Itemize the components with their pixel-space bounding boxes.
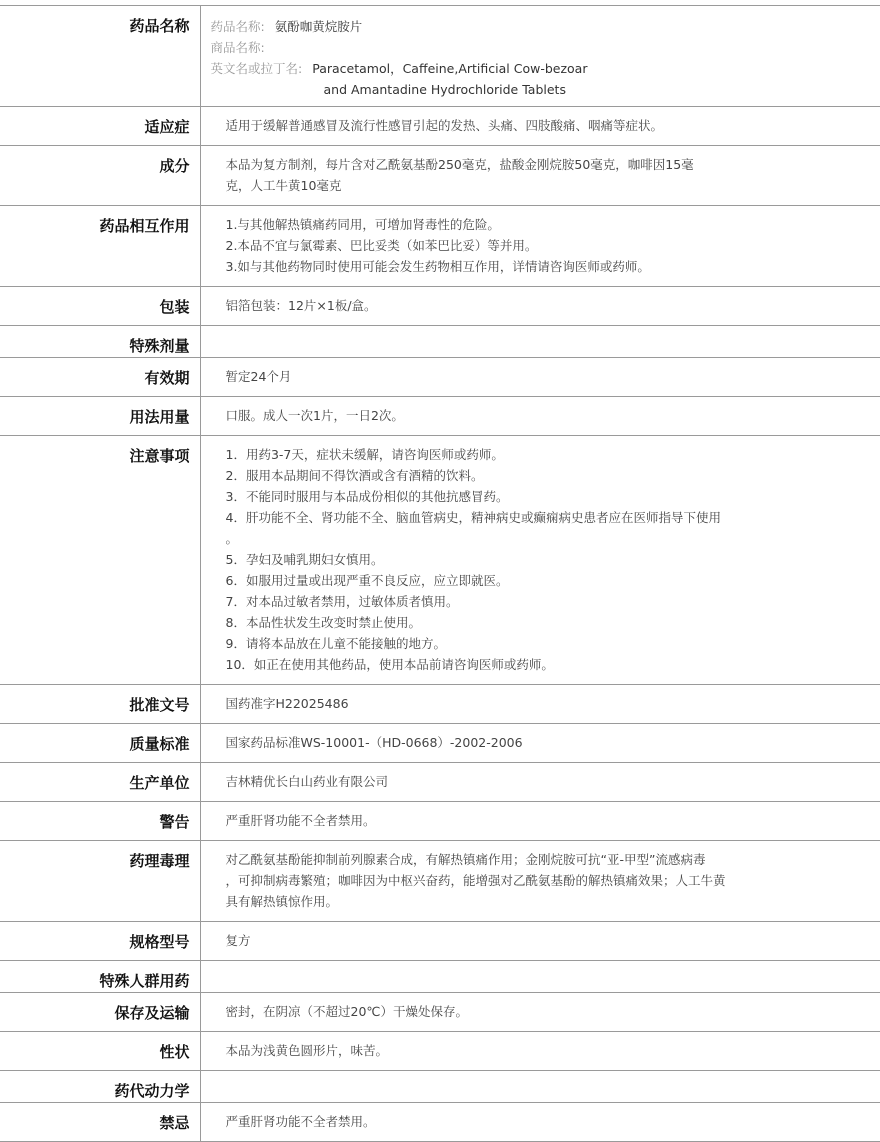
value-line: 2．服用本品期间不得饮酒或含有酒精的饮料。	[226, 465, 880, 486]
drug-name-header	[200, 6, 880, 107]
value-line: 具有解热镇惊作用。	[226, 891, 880, 912]
row-label: 药理毒理	[0, 841, 200, 922]
row-value	[200, 802, 880, 841]
generic-name-value: 氨酚咖黄烷胺片	[275, 16, 363, 37]
row-value	[200, 397, 880, 436]
value-line: 铝箔包装：12片×1板/盒。	[226, 295, 880, 316]
table-row	[0, 802, 880, 841]
table-row	[0, 397, 880, 436]
row-value	[200, 685, 880, 724]
trade-name-key: 商品名称:	[211, 37, 265, 58]
table-row	[0, 922, 880, 961]
row-value	[200, 724, 880, 763]
table-row	[0, 841, 880, 922]
table-row	[0, 1032, 880, 1071]
table-row	[0, 763, 880, 802]
row-value	[200, 107, 880, 146]
table-row	[0, 326, 880, 358]
value-line: 本品为浅黄色圆形片，味苦。	[226, 1040, 880, 1061]
value-line: 对乙酰氨基酚能抑制前列腺素合成，有解热镇痛作用；金刚烷胺可抗“亚-甲型”流感病毒	[226, 849, 880, 870]
value-line: 口服。成人一次1片，一日2次。	[226, 405, 880, 426]
value-line: 8．本品性状发生改变时禁止使用。	[226, 612, 880, 633]
value-line: 2.本品不宜与氯霉素、巴比妥类（如苯巴比妥）等并用。	[226, 235, 880, 256]
value-line: 本品为复方制剂，每片含对乙酰氨基酚250毫克，盐酸金刚烷胺50毫克，咖啡因15毫	[226, 154, 880, 175]
row-label: 生产单位	[0, 763, 200, 802]
english-name-value: Paracetamol，Caffeine,Artificial Cow-bezoar	[312, 58, 587, 79]
row-label: 批准文号	[0, 685, 200, 724]
table-row	[0, 287, 880, 326]
table-row	[0, 993, 880, 1032]
row-value	[200, 358, 880, 397]
row-label: 有效期	[0, 358, 200, 397]
row-label: 特殊人群用药	[0, 961, 200, 993]
table-row	[0, 1071, 880, 1103]
table-row	[0, 961, 880, 993]
row-label: 警告	[0, 802, 200, 841]
row-label: 包装	[0, 287, 200, 326]
table-row	[0, 724, 880, 763]
value-line: 10．如正在使用其他药品，使用本品前请咨询医师或药师。	[226, 654, 880, 675]
row-value	[200, 436, 880, 685]
english-name-value-cont: and Amantadine Hydrochloride Tablets	[211, 79, 566, 100]
row-value	[200, 146, 880, 206]
row-value	[200, 922, 880, 961]
row-value	[200, 287, 880, 326]
row-value	[200, 993, 880, 1032]
value-line: 9．请将本品放在儿童不能接触的地方。	[226, 633, 880, 654]
row-label: 禁忌	[0, 1103, 200, 1142]
value-line: 严重肝肾功能不全者禁用。	[226, 1111, 880, 1132]
drug-info-table	[0, 5, 880, 1142]
row-label: 性状	[0, 1032, 200, 1071]
empty-value	[226, 969, 880, 983]
row-label: 药代动力学	[0, 1071, 200, 1103]
row-value	[200, 1103, 880, 1142]
row-label: 适应症	[0, 107, 200, 146]
row-label: 规格型号	[0, 922, 200, 961]
value-line: 3．不能同时服用与本品成份相似的其他抗感冒药。	[226, 486, 880, 507]
value-line: 暂定24个月	[226, 366, 880, 387]
table-row	[0, 358, 880, 397]
table-row	[0, 206, 880, 287]
value-line: 密封，在阴凉（不超过20℃）干燥处保存。	[226, 1001, 880, 1022]
value-line: 7．对本品过敏者禁用，过敏体质者慎用。	[226, 591, 880, 612]
row-label: 质量标准	[0, 724, 200, 763]
table-row	[0, 107, 880, 146]
row-label: 特殊剂量	[0, 326, 200, 358]
value-line: 4．肝功能不全、肾功能不全、脑血管病史，精神病史或癫痫病史患者应在医师指导下使用	[226, 507, 880, 528]
row-value	[200, 961, 880, 993]
row-value	[200, 1032, 880, 1071]
row-value	[200, 763, 880, 802]
table-row	[0, 146, 880, 206]
value-line: 适用于缓解普通感冒及流行性感冒引起的发热、头痛、四肢酸痛、咽痛等症状。	[226, 115, 880, 136]
value-line: 6．如服用过量或出现严重不良反应，应立即就医。	[226, 570, 880, 591]
value-line: 。	[226, 528, 880, 549]
english-name-key: 英文名或拉丁名:	[211, 58, 303, 79]
generic-name-key: 药品名称:	[211, 16, 265, 37]
table-row	[0, 436, 880, 685]
row-value	[200, 1071, 880, 1103]
value-line: 国家药品标准WS-10001-（HD-0668）-2002-2006	[226, 732, 880, 753]
table-row-drug-name	[0, 6, 880, 107]
value-line: 1．用药3-7天，症状未缓解，请咨询医师或药师。	[226, 444, 880, 465]
row-value	[200, 841, 880, 922]
value-line: ，可抑制病毒繁殖；咖啡因为中枢兴奋药，能增强对乙酰氨基酚的解热镇痛效果；人工牛黄	[226, 870, 880, 891]
row-label: 药品名称	[0, 6, 200, 107]
value-line: 5．孕妇及哺乳期妇女慎用。	[226, 549, 880, 570]
row-label: 保存及运输	[0, 993, 200, 1032]
table-row	[0, 1103, 880, 1142]
empty-value	[226, 334, 880, 348]
value-line: 克，人工牛黄10毫克	[226, 175, 880, 196]
value-line: 复方	[226, 930, 880, 951]
row-value	[200, 326, 880, 358]
row-label: 用法用量	[0, 397, 200, 436]
row-label: 成分	[0, 146, 200, 206]
table-row	[0, 685, 880, 724]
row-value	[200, 206, 880, 287]
value-line: 3.如与其他药物同时使用可能会发生药物相互作用，详情请咨询医师或药师。	[226, 256, 880, 277]
value-line: 1.与其他解热镇痛药同用，可增加肾毒性的危险。	[226, 214, 880, 235]
value-line: 国药准字H22025486	[226, 693, 880, 714]
value-line: 严重肝肾功能不全者禁用。	[226, 810, 880, 831]
value-line: 吉林精优长白山药业有限公司	[226, 771, 880, 792]
empty-value	[226, 1079, 880, 1093]
row-label: 注意事项	[0, 436, 200, 685]
row-label: 药品相互作用	[0, 206, 200, 287]
